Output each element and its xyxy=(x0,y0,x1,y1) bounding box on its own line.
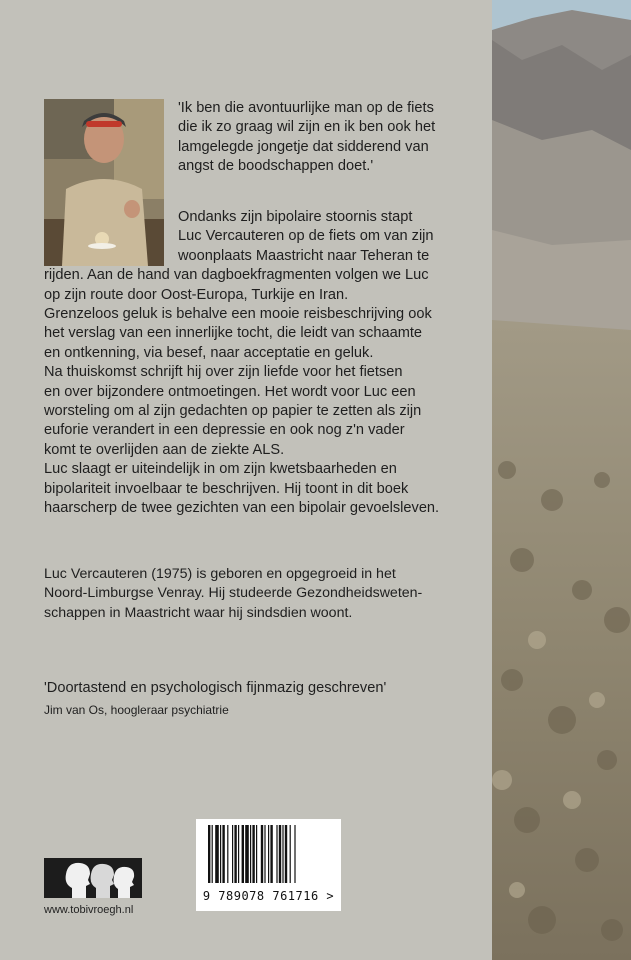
blurb-line: Luc slaagt er uiteindelijk in om zijn kwetsbaarheden en xyxy=(44,461,397,478)
barcode-bar xyxy=(256,825,257,883)
barcode-bar xyxy=(279,825,281,883)
publisher-logo xyxy=(44,858,142,898)
blurb-line: het verslag van een innerlijke tocht, die leidt van schaamte xyxy=(44,325,423,342)
barcode-bar xyxy=(234,825,236,883)
barcode-bar xyxy=(294,825,295,883)
blurb-line: woonplaats Maastricht naar Teheran te xyxy=(178,247,430,264)
barcode-bar xyxy=(208,825,210,883)
bio-line: schappen in Maastricht waar hij sindsdien woont. xyxy=(44,604,353,621)
blurb-line: Na thuiskomst schrijft hij over zijn liefde voor het fietsen xyxy=(44,364,403,381)
barcode-bars xyxy=(196,819,341,889)
blurb-line: komt te overlijden aan de ziekte ALS. xyxy=(44,441,285,458)
bio-line: Luc Vercauteren (1975) is geboren en opgegroeid in het xyxy=(44,566,396,582)
blurb-line: en over bijzondere ontmoetingen. Het wordt voor Luc een xyxy=(44,383,416,400)
barcode-bar xyxy=(268,825,269,883)
barcode-bar xyxy=(270,825,272,883)
review-attribution: Jim van Os, hoogleraar psychiatrie xyxy=(44,703,229,717)
blurb-line: op zijn route door Oost-Europa, Turkije en Iran. xyxy=(44,286,349,303)
author-quote xyxy=(178,99,478,177)
author-quote-line: 'Ik ben die avontuurlijke man op de fiets xyxy=(178,100,434,116)
blurb-line: haarscherp de twee gezichten van een bipolair gevoelsleven. xyxy=(44,500,440,517)
desert-landscape-photo xyxy=(492,0,631,960)
barcode-bar xyxy=(227,825,228,883)
author-quote-line: angst de boodschappen doet.' xyxy=(178,158,374,175)
author-bio xyxy=(44,565,474,623)
blurb-line: en ontkenning, via besef, naar acceptatie en geluk. xyxy=(44,344,374,361)
blurb-line: rijden. Aan de hand van dagboekfragmenten volgen we Luc xyxy=(44,267,429,284)
barcode-bar xyxy=(264,825,265,883)
barcode-bar xyxy=(220,825,221,883)
blurb-line: Ondanks zijn bipolaire stoornis stapt xyxy=(178,209,413,225)
barcode-bar xyxy=(282,825,283,883)
book-blurb xyxy=(44,208,474,519)
barcode-bar xyxy=(212,825,213,883)
barcode-bar xyxy=(238,825,239,883)
isbn-barcode xyxy=(196,819,341,911)
author-quote-line: die ik zo graag wil zijn en ik ben ook het xyxy=(178,119,436,136)
barcode-bar xyxy=(276,825,277,883)
landscape-illustration xyxy=(492,0,631,960)
barcode-bar xyxy=(250,825,251,883)
isbn-number: 9 789078 761716 > xyxy=(202,889,335,903)
blurb-line: euforie verandert in een depressie en ook nog z'n vader xyxy=(44,422,405,439)
review-quote: 'Doortastend en psychologisch fijnmazig geschreven' xyxy=(44,680,387,696)
barcode-bar xyxy=(252,825,254,883)
blurb-line: bipolariteit invoelbaar te beschrijven. Hij toont in dit boek xyxy=(44,480,409,497)
barcode-bar xyxy=(242,825,244,883)
publisher-website[interactable]: www.tobivroegh.nl xyxy=(44,904,134,916)
blurb-line: Grenzeloos geluk is behalve een mooie reisbeschrijving ook xyxy=(44,306,432,323)
barcode-bar xyxy=(215,825,219,883)
blurb-line: worsteling om al zijn gedachten op papier te zetten als zijn xyxy=(44,403,422,420)
barcode-bar xyxy=(245,825,249,883)
bio-line: Noord-Limburgse Venray. Hij studeerde Gezondheidsweten- xyxy=(44,585,423,602)
blurb-line: Luc Vercauteren op de fiets om van zijn xyxy=(178,228,434,245)
barcode-bar xyxy=(232,825,233,883)
barcode-bar xyxy=(285,825,287,883)
barcode-bar xyxy=(290,825,291,883)
barcode-bar xyxy=(222,825,224,883)
barcode-bar xyxy=(261,825,263,883)
publisher-logo-heads-icon xyxy=(44,858,142,898)
author-quote-line: lamgelegde jongetje dat sidderend van xyxy=(178,138,429,155)
